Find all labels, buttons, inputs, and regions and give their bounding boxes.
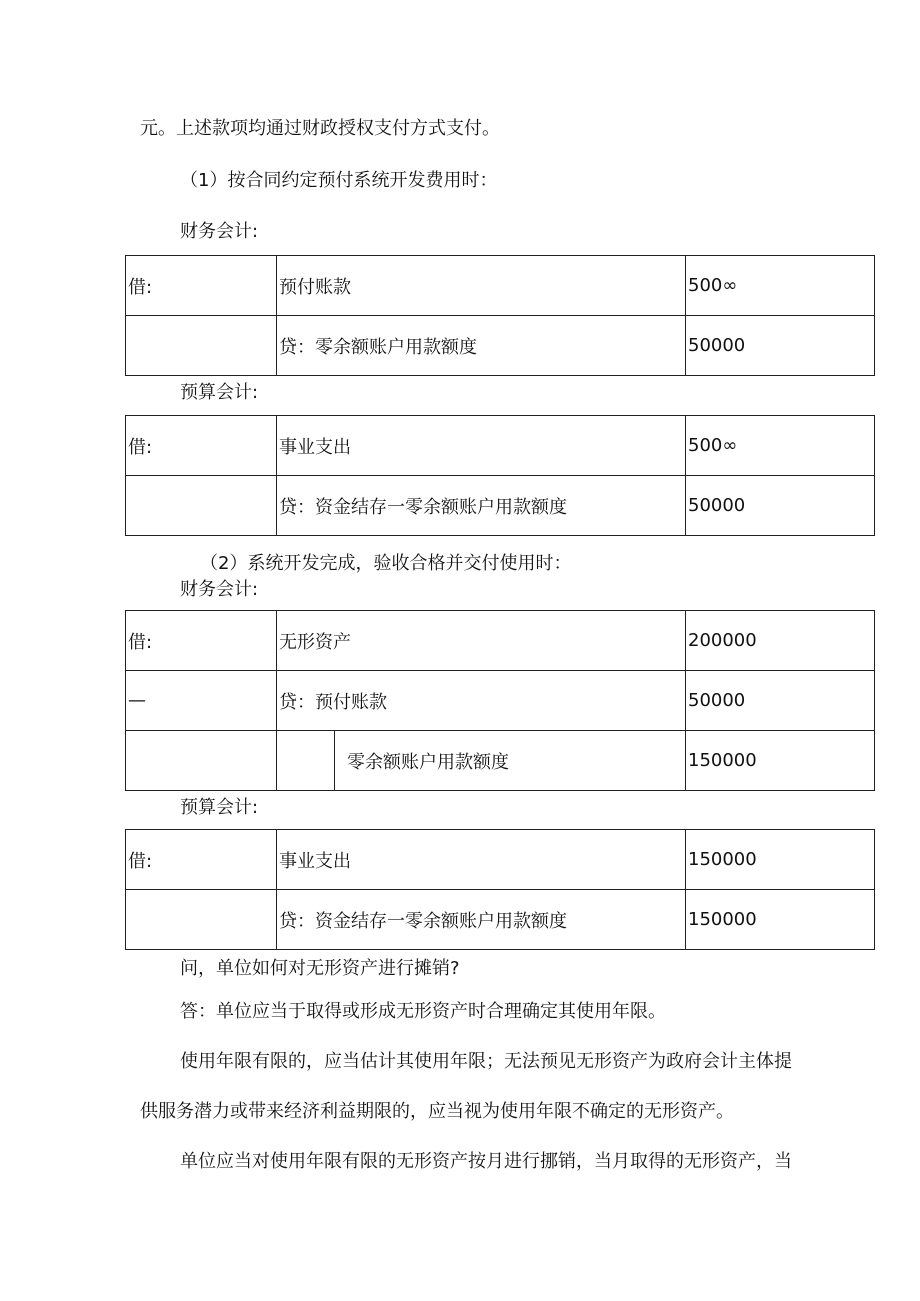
budget-accounting-label-1: 预算会计: — [180, 382, 259, 403]
account-name: 贷：资金结存一零余额账户用款额度 — [277, 890, 686, 950]
journal-table-2 — [125, 415, 875, 536]
table-row — [126, 830, 875, 890]
paragraph-useful-life-2: 供服务潜力或带来经济利益期限的，应当视为使用年限不确定的无形资产。 — [140, 1101, 734, 1122]
question: 问，单位如何对无形资产进行摊销? — [180, 958, 460, 979]
row-label — [126, 316, 277, 376]
amount: 50000 — [686, 671, 875, 731]
financial-accounting-label-1: 财务会计: — [180, 221, 259, 242]
amount: 500∞ — [686, 416, 875, 476]
amount: 50000 — [686, 316, 875, 376]
paragraph-amortization: 单位应当对使用年限有限的无形资产按月进行挪销，当月取得的无形资产，当 — [180, 1151, 792, 1172]
table-row — [126, 611, 875, 671]
table-row — [126, 256, 875, 316]
debit-label: 借: — [126, 830, 277, 890]
journal-table-4 — [125, 829, 875, 950]
account-name: 无形资产 — [277, 611, 686, 671]
debit-label: 借: — [126, 611, 277, 671]
amount: 500∞ — [686, 256, 875, 316]
debit-label: 借: — [126, 416, 277, 476]
account-name: 预付账款 — [277, 256, 686, 316]
table-row — [126, 416, 875, 476]
row-label — [126, 890, 277, 950]
amount: 50000 — [686, 476, 875, 536]
step-1-heading: （1）按合同约定预付系统开发费用时： — [180, 170, 498, 191]
answer: 答：单位应当于取得或形成无形资产时合理确定其使用年限。 — [180, 1001, 666, 1022]
table-row — [126, 316, 875, 376]
account-name: 贷：零余额账户用款额度 — [277, 316, 686, 376]
account-name: 事业支出 — [277, 416, 686, 476]
amount: 150000 — [686, 830, 875, 890]
row-label — [126, 476, 277, 536]
account-name: 事业支出 — [277, 830, 686, 890]
amount: 150000 — [686, 890, 875, 950]
budget-accounting-label-2: 预算会计: — [180, 797, 259, 818]
amount: 200000 — [686, 611, 875, 671]
table-row — [126, 671, 875, 731]
journal-table-3 — [125, 610, 875, 791]
step-2-heading: （2）系统开发完成，验收合格并交付使用时： — [200, 553, 572, 574]
financial-accounting-label-2: 财务会计: — [180, 579, 259, 600]
row-label: — — [126, 671, 277, 731]
table-row — [126, 731, 875, 791]
journal-table-1 — [125, 255, 875, 376]
account-name: 零余额账户用款额度 — [335, 731, 686, 791]
account-name: 贷：预付账款 — [277, 671, 686, 731]
paragraph-useful-life-1: 使用年限有限的，应当估计其使用年限；无法预见无形资产为政府会计主体提 — [180, 1051, 792, 1072]
paragraph-intro: 元。上述款项均通过财政授权支付方式支付。 — [140, 118, 500, 139]
amount: 150000 — [686, 731, 875, 791]
table-row — [126, 476, 875, 536]
account-name: 贷：资金结存一零余额账户用款额度 — [277, 476, 686, 536]
indent-cell — [277, 731, 335, 791]
debit-label: 借: — [126, 256, 277, 316]
table-row — [126, 890, 875, 950]
row-label — [126, 731, 277, 791]
